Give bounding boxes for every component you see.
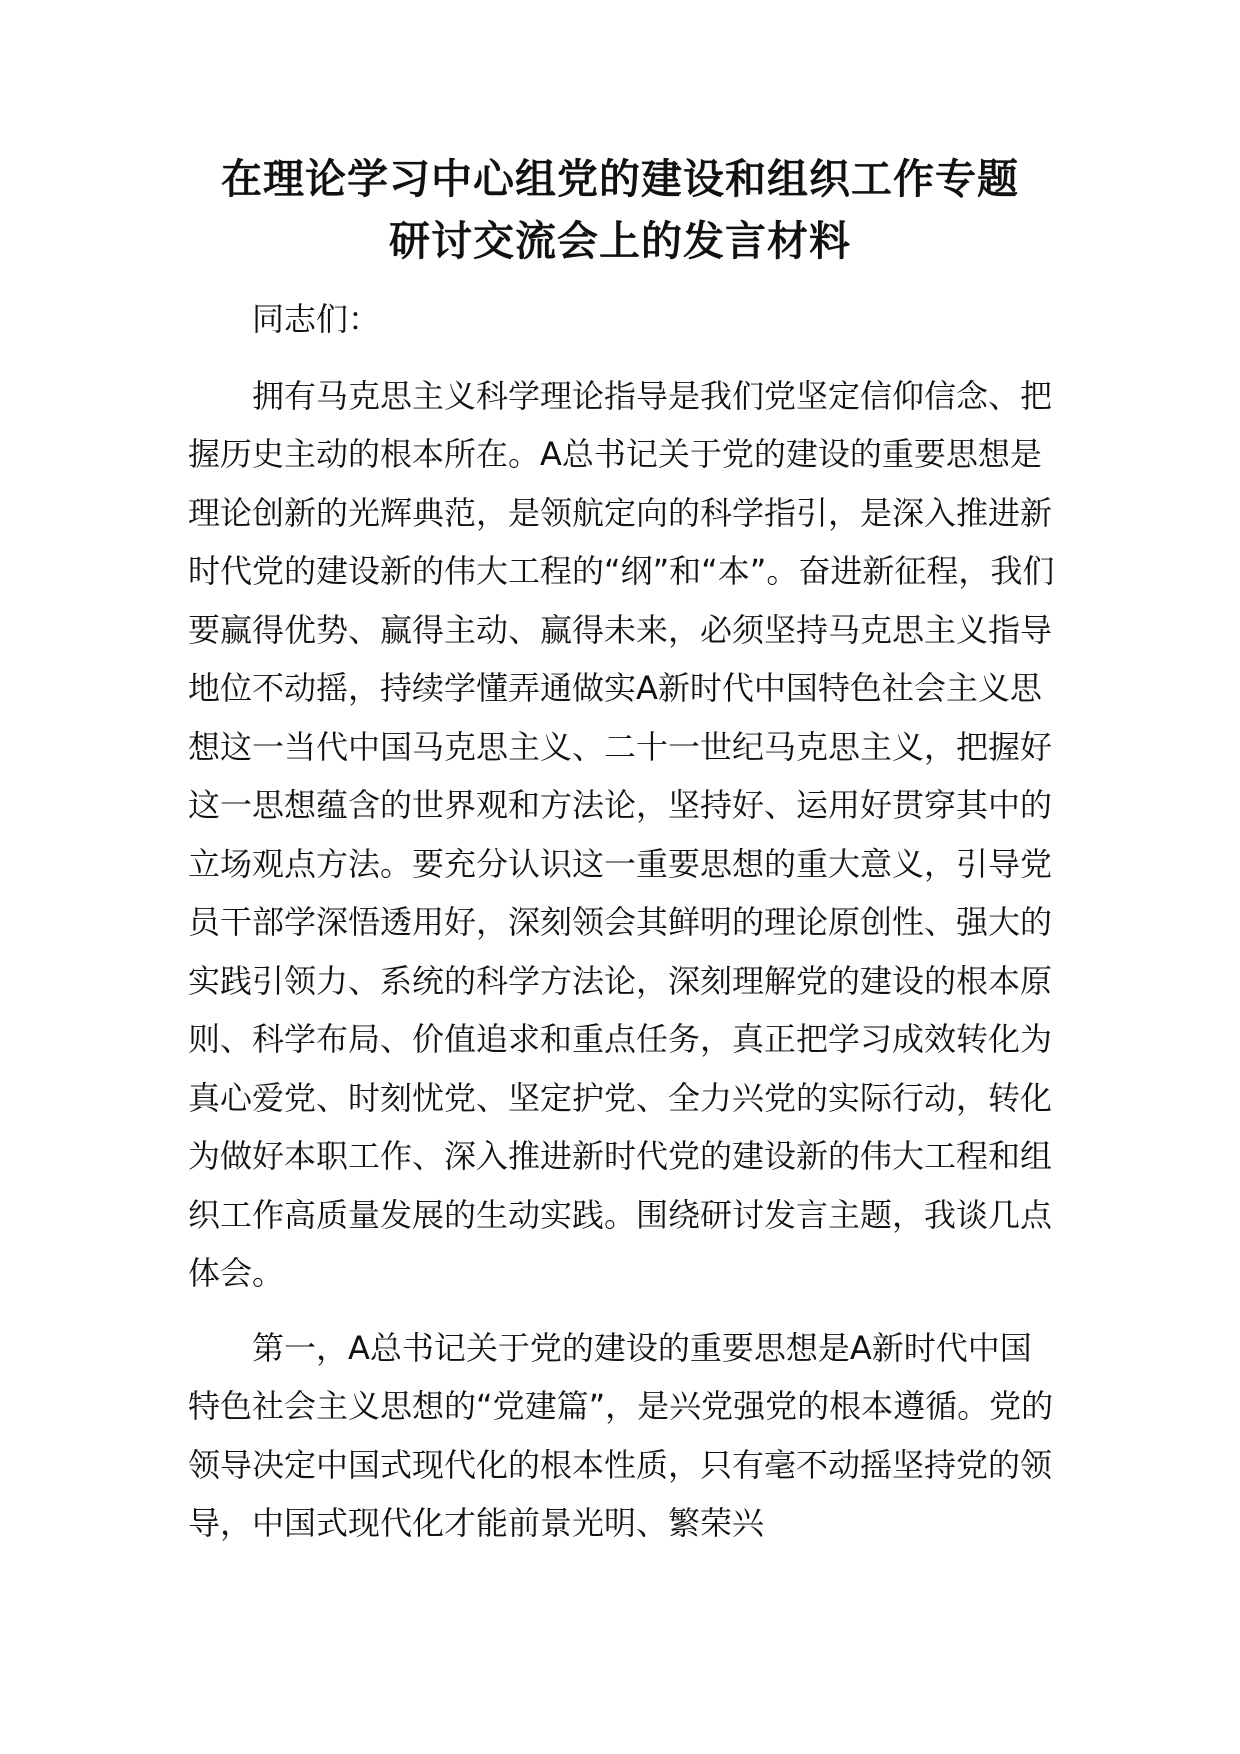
title-line-1: 在理论学习中心组党的建设和组织工作专题 — [221, 155, 1019, 203]
paragraph-2: 第一，A总书记关于党的建设的重要思想是A新时代中国特色社会主义思想的“党建篇”，是兴党强党的根本遵循。党的领导决定中国式现代化的根本性质，只有毫不动摇坚持党的领导，中国式现代化才能前景光明、繁荣兴 — [188, 1328, 1054, 1542]
paragraph-1: 拥有马克思主义科学理论指导是我们党坚定信仰信念、把握历史主动的根本所在。A总书记关于党的建设的重要思想是理论创新的光辉典范，是领航定向的科学指引，是深入推进新时代党的建设新的伟大工程的“纲”和“本”。奋进新征程，我们要赢得优势、赢得主动、赢得未来，必须坚持马克思主义指导地位不动摇，持续学懂弄通做实A新时代中国特色社会主义思想这一当代中国马克思主义、二十一世纪马克思主义，把握好这一思想蕴含的世界观和方法论，坚持好、运用好贯穿其中的立场观点方法。要充分认识这一重要思想的重大意义，引导党员干部学深悟透用好，深刻领会其鲜明的理论原创性、强大的实践引领力、系统的科学方法论，深刻理解党的建设的根本原则、科学布局、价值追求和重点任务，真正把学习成效转化为真心爱党、时刻忧党、坚定护党、全力兴党的实际行动，转化为做好本职工作、深入推进新时代党的建设新的伟大工程和组织工作高质量发展的生动实践。围绕研讨发言主题，我谈几点体会。 — [188, 376, 1055, 1292]
title-line-2: 研讨交流会上的发言材料 — [389, 217, 851, 265]
document-body — [188, 290, 1056, 1553]
salutation: 同志们： — [252, 300, 381, 338]
document-title — [180, 148, 1060, 272]
